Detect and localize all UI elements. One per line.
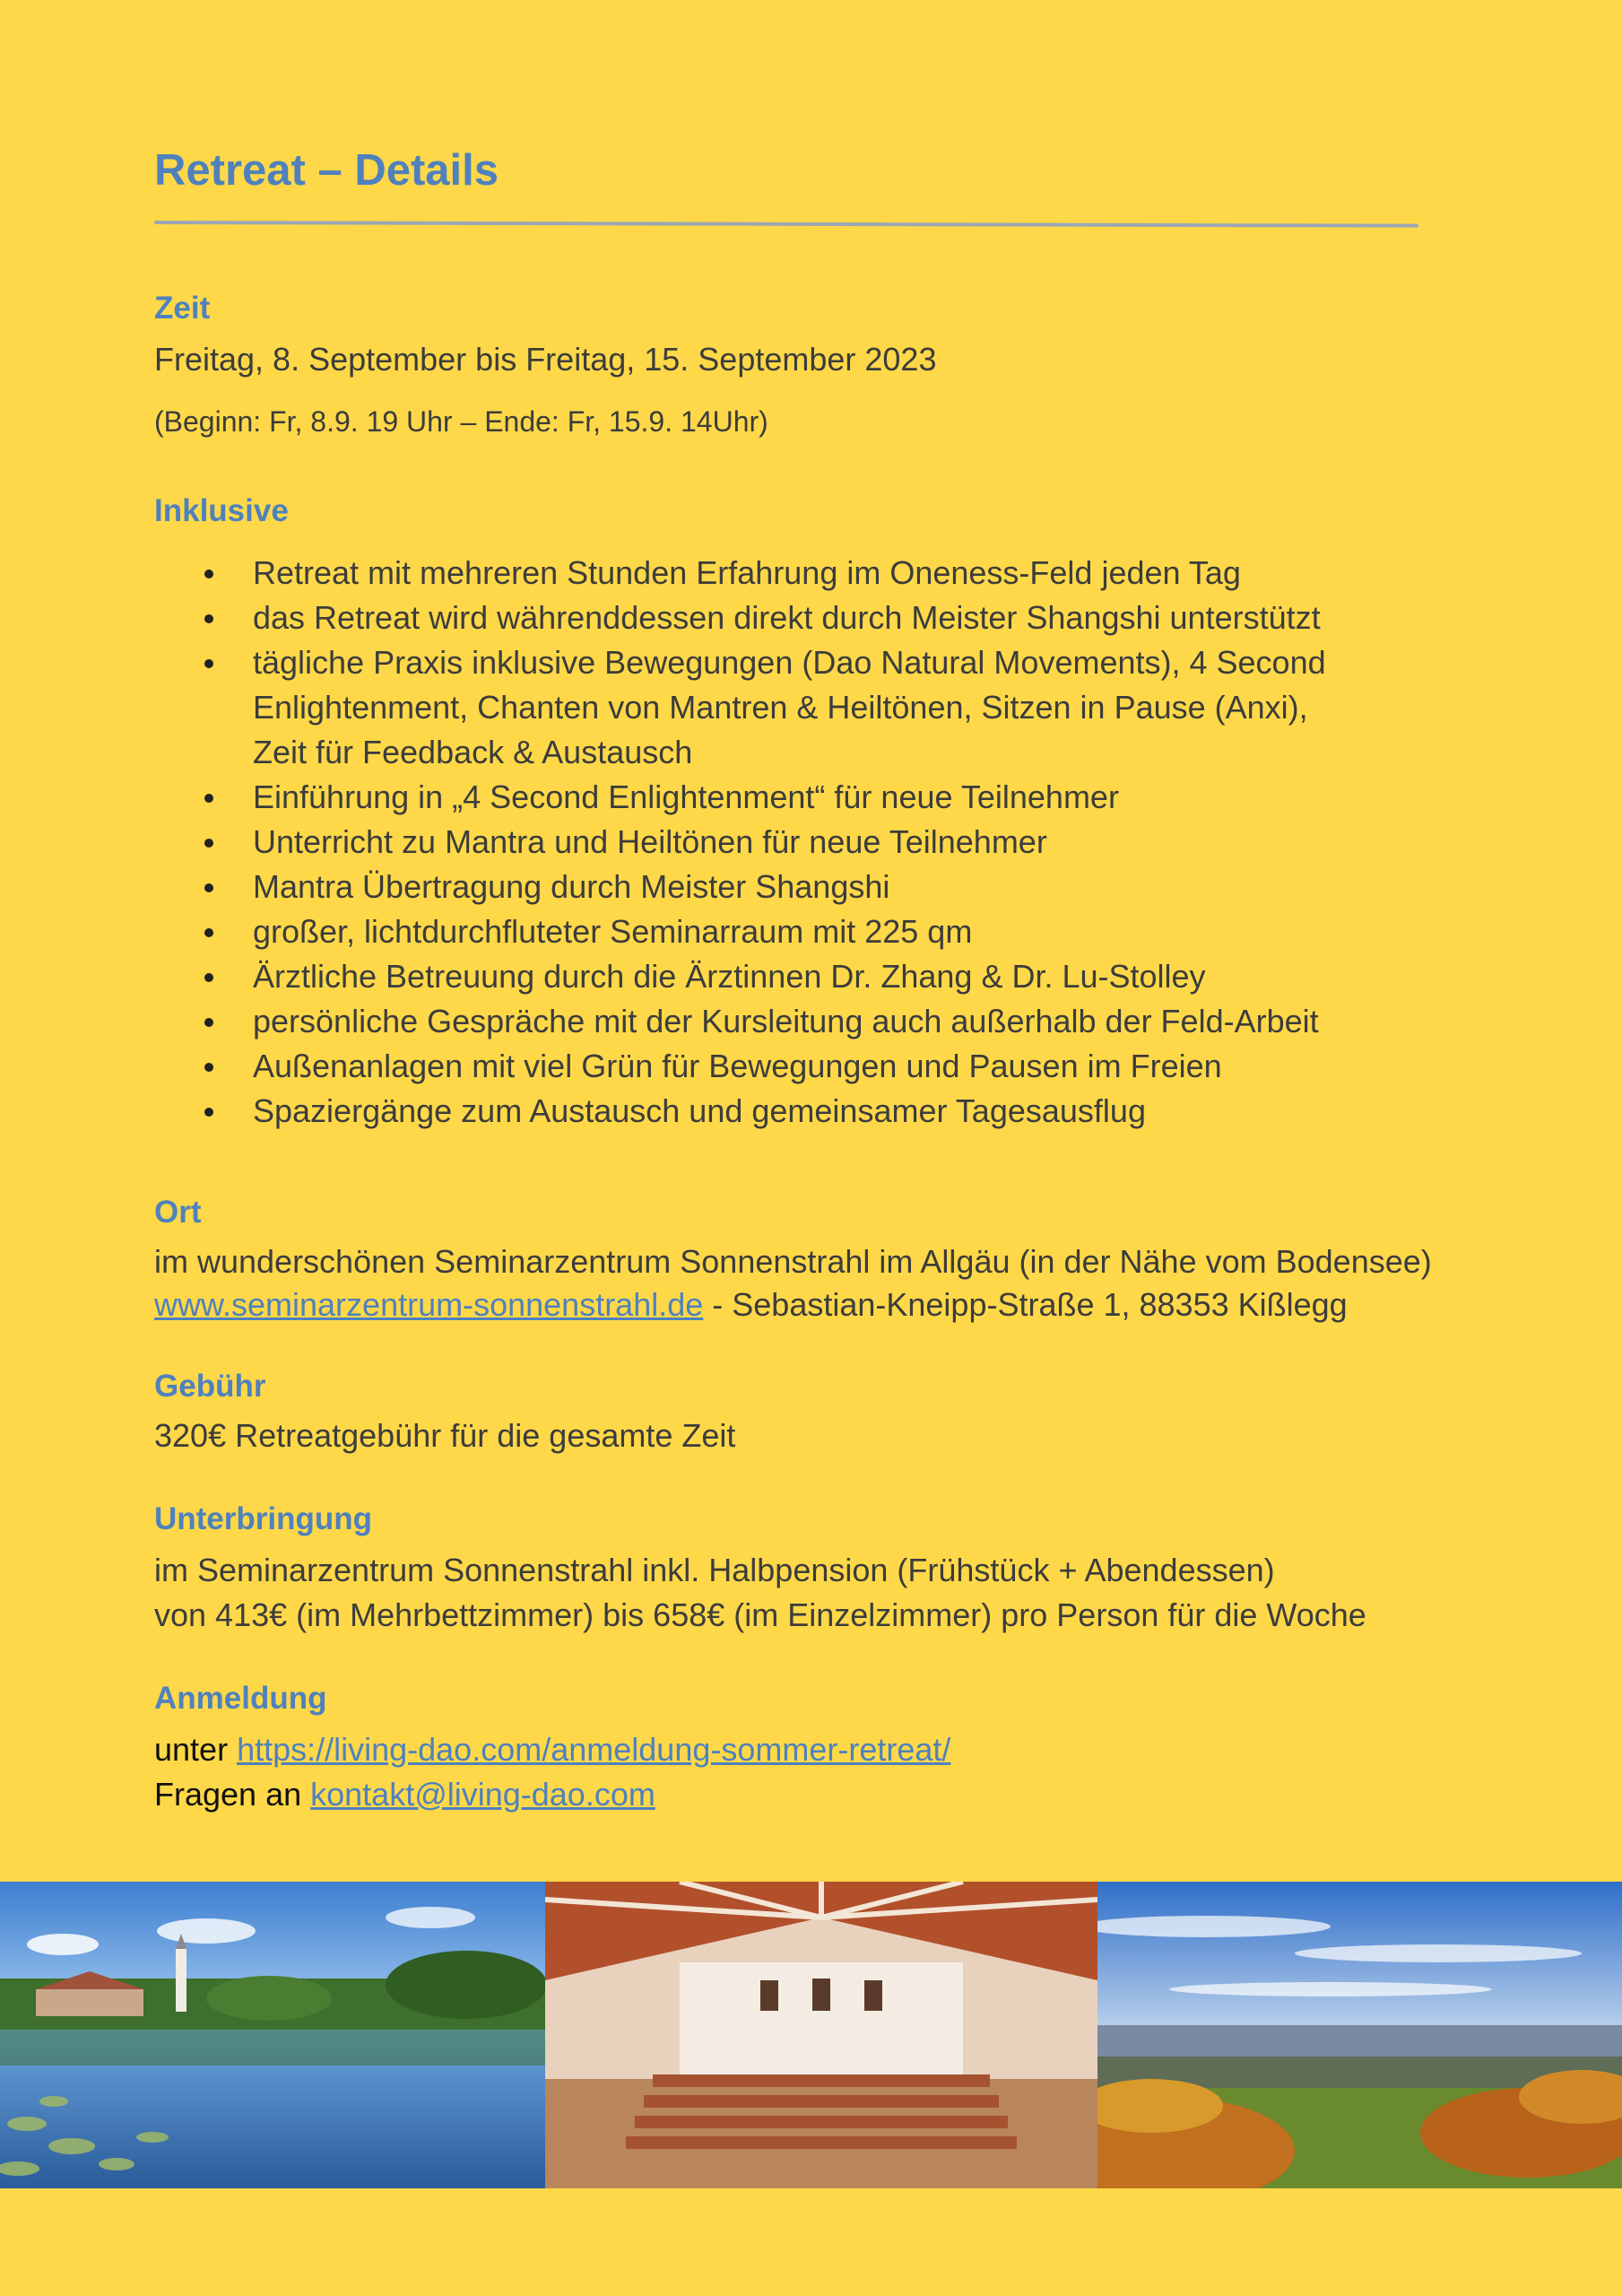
list-item: Ärztliche Betreuung durch die Ärztinnen Dr. Zhang & Dr. Lu-Stolley [154, 954, 1463, 999]
list-item: Retreat mit mehreren Stunden Erfahrung im Oneness-Feld jeden Tag [154, 551, 1463, 596]
list-item: Außenanlagen mit viel Grün für Bewegungen und Pausen im Freien [154, 1044, 1463, 1089]
section-label-ort: Ort [154, 1195, 202, 1230]
bullet-icon [204, 659, 213, 668]
list-item: Spaziergänge zum Austausch und gemeinsamer Tagesausflug [154, 1089, 1463, 1134]
bullet-icon [204, 928, 213, 937]
list-item: das Retreat wird währenddessen direkt durch Meister Shangshi unterstützt [154, 596, 1463, 640]
anmeldung-line: unter https://living-dao.com/anmeldung-sommer-retreat/ [154, 1731, 951, 1768]
gebuehr-text: 320€ Retreatgebühr für die gesamte Zeit [154, 1417, 736, 1454]
list-item: tägliche Praxis inklusive Bewegungen (Dao Natural Movements), 4 Second Enlightenment, Chanten von Mantren & Heiltönen, Sitzen in Pause (Anxi), Zeit für Feedback & Austausch [154, 640, 1463, 775]
unterbringung-line1: im Seminarzentrum Sonnenstrahl inkl. Halbpension (Frühstück + Abendessen) [154, 1552, 1275, 1588]
section-label-anmeldung: Anmeldung [154, 1681, 327, 1716]
bullet-icon [204, 839, 213, 848]
list-item: Einführung in „4 Second Enlightenment“ für neue Teilnehmer [154, 775, 1463, 820]
zeit-times: (Beginn: Fr, 8.9. 19 Uhr – Ende: Fr, 15.9. 14Uhr) [154, 405, 768, 438]
website-link[interactable]: www.seminarzentrum-sonnenstrahl.de [154, 1286, 704, 1323]
bullet-icon [204, 973, 213, 982]
fragen-line: Fragen an kontakt@living-dao.com [154, 1776, 655, 1813]
email-link[interactable]: kontakt@living-dao.com [310, 1776, 655, 1813]
zeit-date: Freitag, 8. September bis Freitag, 15. September 2023 [154, 341, 937, 378]
seminar-room-photo [545, 1882, 1097, 2188]
section-label-gebuehr: Gebühr [154, 1369, 266, 1404]
lake-photo [0, 1882, 545, 2188]
bullet-icon [204, 570, 213, 578]
bullet-icon [204, 614, 213, 623]
unterbringung-line2: von 413€ (im Mehrbettzimmer) bis 658€ (im Einzelzimmer) pro Person für die Woche [154, 1596, 1366, 1633]
list-item: großer, lichtdurchfluteter Seminarraum mit 225 qm [154, 909, 1463, 954]
bullet-icon [204, 1063, 213, 1072]
page-title: Retreat – Details [154, 146, 499, 195]
bullet-icon [204, 883, 213, 892]
section-label-zeit: Zeit [154, 291, 211, 326]
ort-description: im wunderschönen Seminarzentrum Sonnenstrahl im Allgäu (in der Nähe vom Bodensee) [154, 1243, 1432, 1280]
list-item: Unterricht zu Mantra und Heiltönen für neue Teilnehmer [154, 820, 1463, 865]
section-label-inklusive: Inklusive [154, 493, 289, 528]
photo-strip [0, 1882, 1622, 2188]
landscape-photo [1097, 1882, 1622, 2188]
section-label-unterbringung: Unterbringung [154, 1501, 373, 1536]
list-item: persönliche Gespräche mit der Kursleitung auch außerhalb der Feld-Arbeit [154, 999, 1463, 1044]
bullet-icon [204, 1018, 213, 1027]
title-divider [154, 221, 1418, 228]
ort-address-line [154, 1286, 1348, 1324]
list-item: Mantra Übertragung durch Meister Shangshi [154, 865, 1463, 909]
ort-address: - Sebastian-Kneipp-Straße 1, 88353 Kißlegg [703, 1286, 1348, 1323]
bullet-icon [204, 1108, 213, 1117]
inklusive-list [154, 551, 1463, 1134]
registration-link[interactable]: https://living-dao.com/anmeldung-sommer-retreat/ [237, 1731, 951, 1768]
bullet-icon [204, 794, 213, 803]
